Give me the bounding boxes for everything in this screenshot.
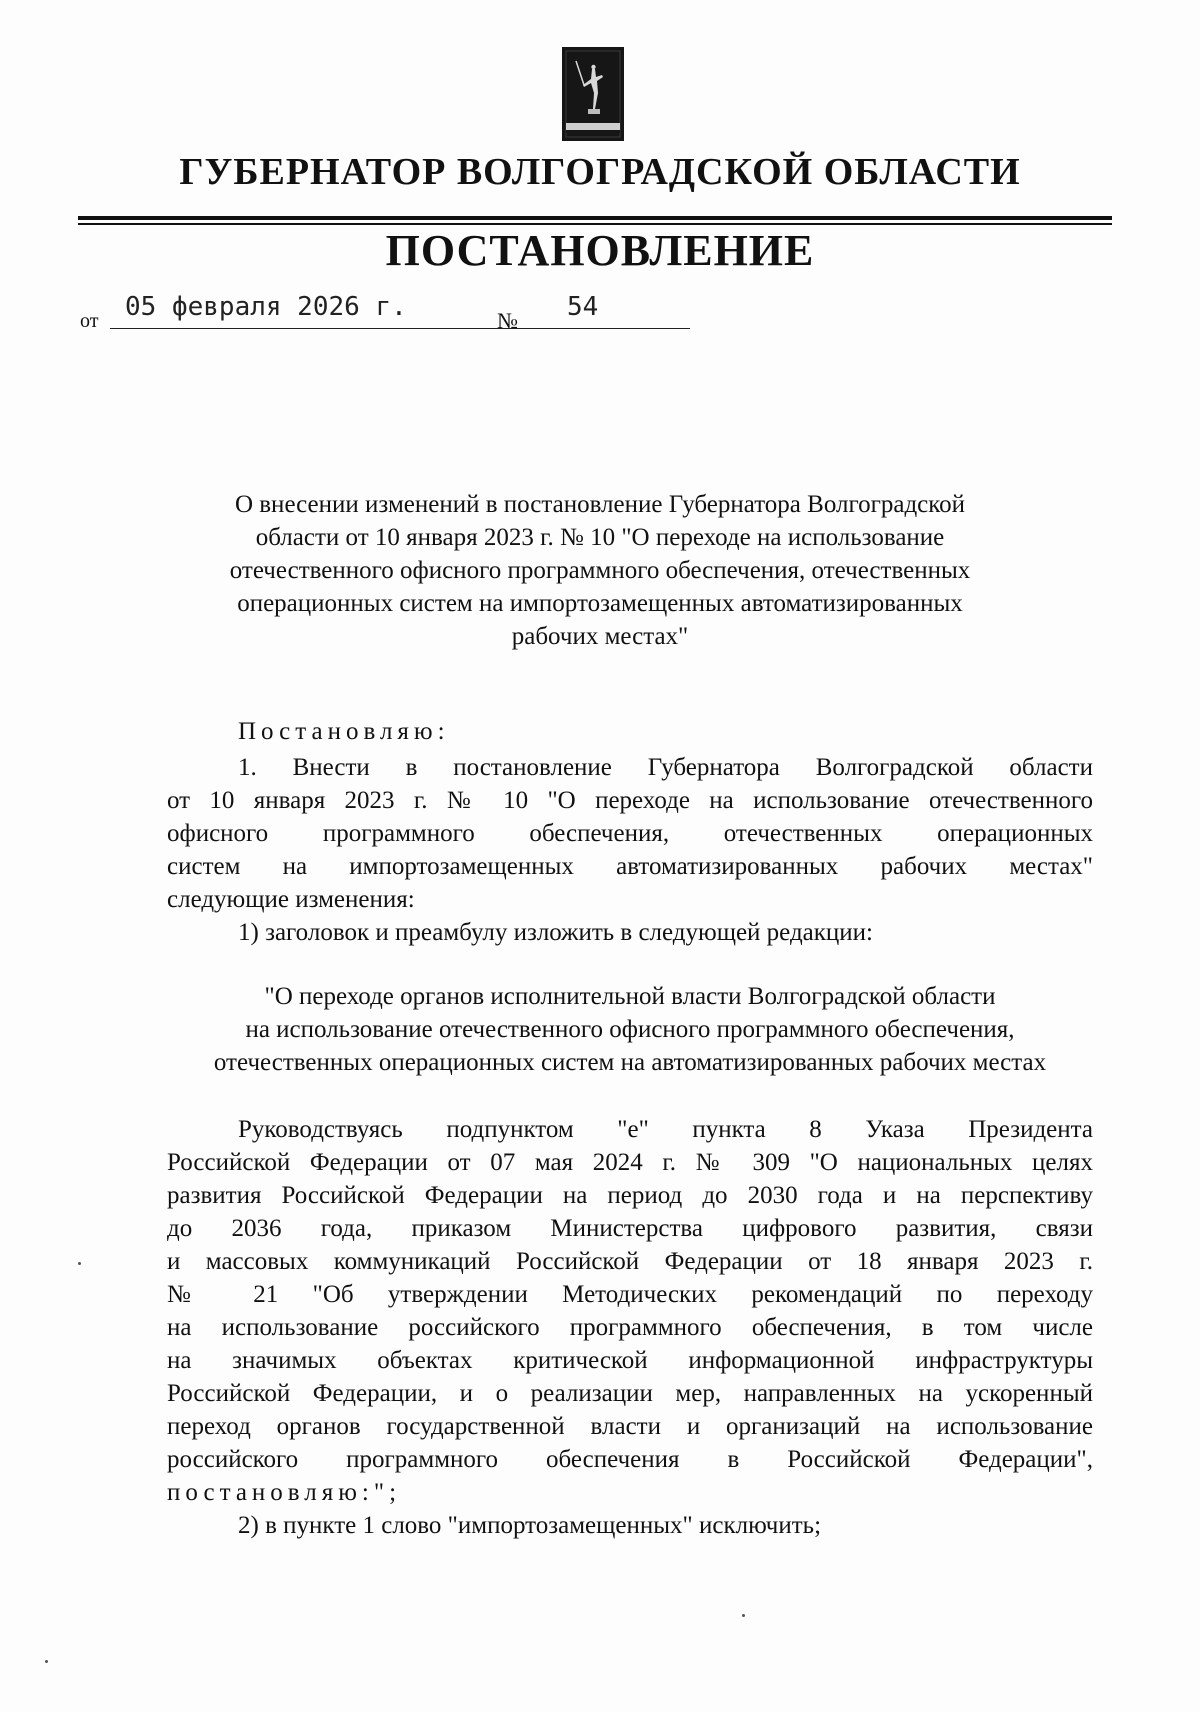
- paragraph-line: российского программного обеспечения в Российской Федерации",: [167, 1446, 1093, 1473]
- quote-line: на использование отечественного офисного программного обеспечения,: [245, 1016, 1015, 1043]
- issuing-authority: ГУБЕРНАТОР ВОЛГОГРАДСКОЙ ОБЛАСТИ: [179, 151, 1021, 193]
- document-title: [170, 488, 1030, 653]
- paragraph-line: Руководствуясь подпунктом "е" пункта 8 Указа Президента: [238, 1116, 1093, 1143]
- paragraph-line: на использование российского программного обеспечения, в том числе: [167, 1314, 1093, 1341]
- paragraph-line: на значимых объектах критической информационной инфраструктуры: [167, 1347, 1093, 1374]
- scan-speck: [78, 1262, 81, 1265]
- paragraph-line: от 10 января 2023 г. № 10 "О переходе на использование отечественного: [167, 787, 1093, 814]
- paragraph-line: систем на импортозамещенных автоматизированных рабочих местах": [167, 853, 1093, 880]
- date-underline: [110, 328, 564, 329]
- volgograd-coat-of-arms-icon: [562, 47, 624, 141]
- paragraph-line: Российской Федерации, и о реализации мер, направленных на ускоренный: [167, 1380, 1093, 1407]
- quoted-new-title: [160, 980, 1100, 1079]
- document-date: 05 февраля 2026 г.: [125, 292, 407, 322]
- title-line: области от 10 января 2023 г. № 10 "О переходе на использование: [255, 524, 945, 551]
- document-number: 54: [567, 292, 599, 322]
- header-divider-thick: [78, 216, 1112, 220]
- paragraph-line: и массовых коммуникаций Российской Федерации от 18 января 2023 г.: [167, 1248, 1093, 1275]
- document-type: ПОСТАНОВЛЕНИЕ: [385, 226, 815, 275]
- item-2-line: 2) в пункте 1 слово "импортозамещенных" исключить;: [238, 1512, 822, 1539]
- scan-speck: [45, 1660, 48, 1663]
- title-line: О внесении изменений в постановление Губернатора Волгоградской: [234, 491, 966, 518]
- paragraph-line: до 2036 года, приказом Министерства цифрового развития, связи: [167, 1215, 1093, 1242]
- paragraph-line: 1) заголовок и преамбулу изложить в следующей редакции:: [238, 919, 873, 946]
- paragraph-line: офисного программного обеспечения, отечественных операционных: [167, 820, 1093, 847]
- title-line: операционных систем на импортозамещенных автоматизированных: [237, 590, 963, 617]
- paragraph-line: развития Российской Федерации на период до 2030 года и на перспективу: [167, 1182, 1093, 1209]
- number-underline: [527, 328, 690, 329]
- preamble-paragraph: [167, 1113, 1093, 1542]
- paragraph-line: Российской Федерации от 07 мая 2024 г. № 309 "О национальных целях: [167, 1149, 1093, 1176]
- number-label: №: [497, 308, 518, 333]
- paragraph-line: переход органов государственной власти и организаций на использование: [167, 1413, 1093, 1440]
- paragraph-line: 1. Внести в постановление Губернатора Волгоградской области: [238, 754, 1093, 781]
- date-number-row: [80, 292, 700, 332]
- date-label: от: [80, 310, 99, 332]
- quote-line: отечественных операционных систем на автоматизированных рабочих местах: [213, 1049, 1047, 1076]
- item-1-paragraph: [167, 751, 1093, 949]
- title-line: рабочих местах": [511, 623, 689, 650]
- paragraph-line: постановляю:";: [167, 1479, 402, 1506]
- paragraph-line: следующие изменения:: [167, 886, 415, 913]
- title-line: отечественного офисного программного обеспечения, отечественных: [229, 557, 971, 584]
- quote-line: "О переходе органов исполнительной власти Волгоградской области: [264, 983, 996, 1010]
- resolve-word: Постановляю:: [238, 718, 450, 745]
- scan-speck: [742, 1614, 745, 1617]
- paragraph-line: № 21 "Об утверждении Методических рекомендаций по переходу: [167, 1281, 1093, 1308]
